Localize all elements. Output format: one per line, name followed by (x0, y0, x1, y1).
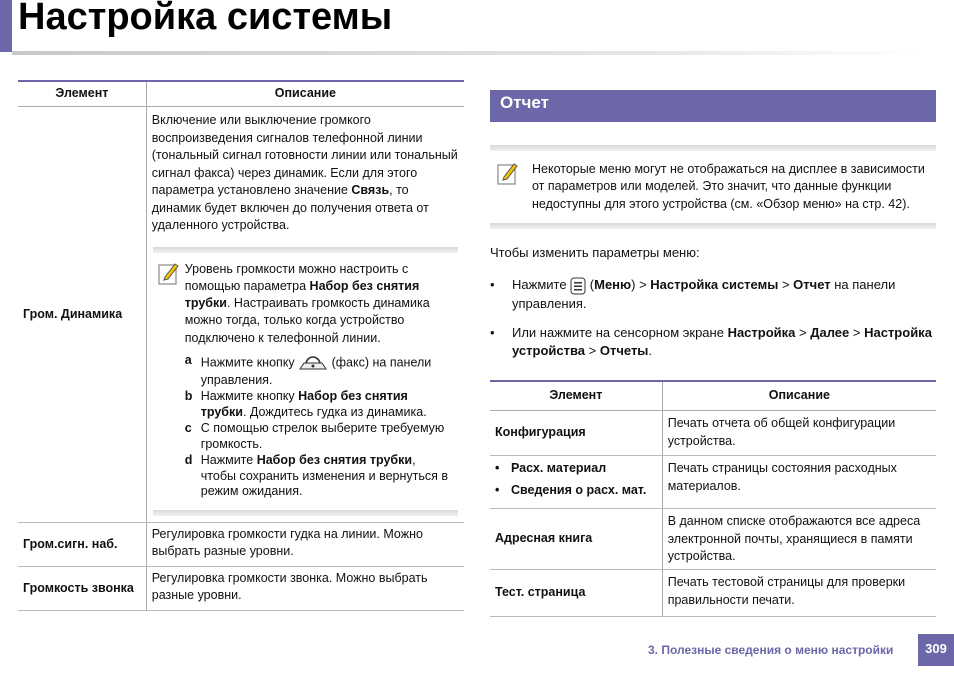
instruction-list (490, 276, 936, 371)
page-title: Настройка системы (18, 0, 393, 38)
table-row (490, 509, 936, 570)
element-label: Гром.сигн. наб. (23, 536, 118, 551)
note-box (490, 145, 936, 229)
description-text: Включение или выключение громкого воспроизведения сигналов телефонной линии (тональный сигнал готовности линии или тональный сигнал факса) через динамик. Если для этого параметра установлено значение Связь, то динамик будет включен до получения ответа от удаленного устройства. (151, 113, 458, 232)
element-label: Сведения о расх. мат. (511, 483, 647, 497)
element-list: • Расх. материал • Сведения о расх. мат. (495, 461, 647, 497)
column-header-element: Элемент (490, 381, 662, 411)
footer-chapter-link[interactable]: 3. Полезные сведения о меню настройки (648, 643, 894, 657)
element-label: Расх. материал (511, 461, 607, 475)
volume-settings-table (18, 80, 464, 611)
step-b: b Нажмите кнопку Набор без снятия трубки. Дождитесь гудка из динамика. (184, 389, 427, 419)
note-text: Некоторые меню могут не отображаться на дисплее в зависимости от параметров или моделей. Это значит, что данные функции недоступны для этого устройства (см. «Обзор меню» на стр. 42). (532, 162, 925, 211)
page-number: 309 (918, 634, 954, 666)
description-text: В данном списке отображаются все адреса электронной почты, хранящиеся в памяти устройства. (667, 514, 921, 563)
element-label: Громкость звонка (23, 580, 134, 595)
list-item: • Нажмите (Меню) > Настройка системы > Отчет на панели управления. (490, 277, 896, 311)
title-accent-bar (0, 0, 12, 52)
section-heading: Отчет (490, 90, 936, 122)
element-label: Конфигурация (495, 425, 586, 440)
steps-list (185, 353, 454, 500)
element-label: Тест. страница (495, 585, 586, 600)
menu-button-icon (570, 277, 586, 295)
note-box (153, 247, 458, 516)
table-row (490, 570, 936, 617)
intro-text: Чтобы изменить параметры меню: (490, 245, 700, 260)
description-text: Печать тестовой страницы для проверки правильности печати. (667, 575, 906, 607)
step-a: a Нажмите кнопку (факс) на панели управления. (184, 352, 432, 387)
note-pencil-icon (157, 261, 185, 504)
description-text: Печать отчета об общей конфигурации устройства. (667, 416, 896, 448)
note-pencil-icon (496, 161, 532, 213)
table-header-row (490, 381, 936, 411)
column-header-element: Элемент (18, 81, 146, 107)
note-text: Уровень громкости можно настроить с помощью параметра Набор без снятия трубки. Настраивать громкость динамика можно тогда, только когда устройство подключено к телефонной линии. (184, 261, 430, 345)
step-c: c С помощью стрелок выберите требуемую громкость. (184, 421, 445, 451)
column-header-description: Описание (662, 381, 936, 411)
description-text: Регулировка громкости звонка. Можно выбрать разные уровни. (151, 570, 428, 603)
table-row (18, 522, 464, 566)
description-text: Печать страницы состояния расходных материалов. (667, 461, 897, 493)
description-text: Регулировка громкости гудка на линии. Можно выбрать разные уровни. (151, 526, 423, 559)
table-row (18, 566, 464, 610)
title-rule (12, 51, 922, 55)
report-table (490, 380, 936, 617)
element-label: Гром. Динамика (23, 306, 123, 321)
table-row (490, 456, 936, 509)
table-row (490, 411, 936, 456)
element-label: Адресная книга (495, 531, 593, 546)
table-row (18, 107, 464, 523)
table-header-row (18, 81, 464, 107)
column-header-description: Описание (146, 81, 464, 107)
list-item: • Или нажмите на сенсорном экране Настройка > Далее > Настройка устройства > Отчеты. (490, 324, 932, 358)
fax-icon (298, 353, 328, 373)
step-d: d Нажмите Набор без снятия трубки, чтобы сохранить изменения и вернуться в режим ожидания. (184, 453, 449, 499)
